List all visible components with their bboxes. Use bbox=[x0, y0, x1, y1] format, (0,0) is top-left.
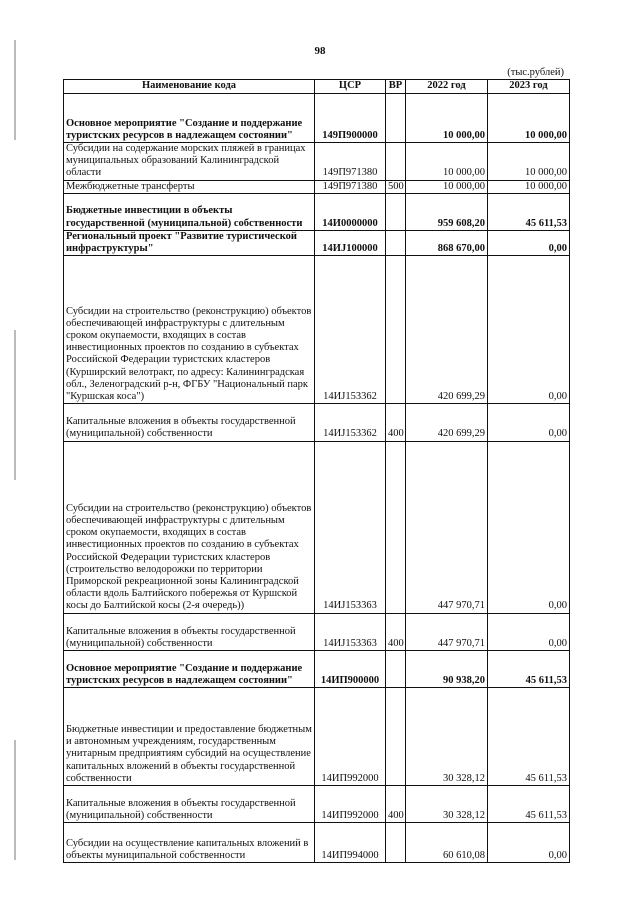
row-2023-cell: 10 000,00 bbox=[488, 143, 570, 181]
row-vr-cell bbox=[386, 651, 406, 688]
row-2023-cell: 0,00 bbox=[488, 256, 570, 404]
row-name-cell: Субсидии на строительство (реконструкцию) объектов обеспечивающей инфраструктуры с длительным сроком окупаемости, входящих в состав инвестиционных проектов по созданию в субъектах Российской Федерации туристских кластеров (строительство велодорожки по территории Приморской рекреационной зоны Калининградской области вдоль Балтийского побережья от Куршской косы до Балтийской косы (2-я очередь)) bbox=[64, 441, 315, 613]
table-row bbox=[64, 688, 570, 786]
row-vr-cell: 500 bbox=[386, 180, 406, 193]
table-row bbox=[64, 823, 570, 863]
table-row bbox=[64, 613, 570, 650]
row-csr-cell: 149П971380 bbox=[315, 180, 386, 193]
row-2022-cell: 868 670,00 bbox=[406, 230, 488, 255]
row-2022-cell: 90 938,20 bbox=[406, 651, 488, 688]
row-2022-cell: 30 328,12 bbox=[406, 786, 488, 823]
row-name-cell: Капитальные вложения в объекты государственной (муниципальной) собственности bbox=[64, 613, 315, 650]
row-2023-cell: 0,00 bbox=[488, 823, 570, 863]
row-name-cell: Основное мероприятие "Создание и поддержание туристских ресурсов в надлежащем состоянии" bbox=[64, 651, 315, 688]
row-2022-cell: 447 970,71 bbox=[406, 613, 488, 650]
left-edge-mark bbox=[14, 330, 16, 480]
table-row bbox=[64, 143, 570, 181]
row-name-cell: Межбюджетные трансферты bbox=[64, 180, 315, 193]
row-name-cell: Субсидии на строительство (реконструкцию) объектов обеспечивающей инфраструктуры с длительным сроком окупаемости, входящих в состав инвестиционных проектов по созданию в субъектах Российской Федерации туристских кластеров (Курширский велотракт, по адресу: Калининградская обл., Зеленоградский р-н, ФГБУ "Национальный парк "Куршская коса") bbox=[64, 256, 315, 404]
row-csr-cell: 14ИJ153362 bbox=[315, 256, 386, 404]
table-row bbox=[64, 651, 570, 688]
row-vr-cell bbox=[386, 230, 406, 255]
row-2023-cell: 10 000,00 bbox=[488, 180, 570, 193]
row-2022-cell: 10 000,00 bbox=[406, 94, 488, 143]
row-csr-cell: 14ИJ153362 bbox=[315, 404, 386, 441]
row-vr-cell bbox=[386, 256, 406, 404]
table-row bbox=[64, 441, 570, 613]
table-row bbox=[64, 404, 570, 441]
header-name: Наименование кода bbox=[64, 80, 315, 94]
row-csr-cell: 14ИП900000 bbox=[315, 651, 386, 688]
row-2023-cell: 10 000,00 bbox=[488, 94, 570, 143]
row-vr-cell bbox=[386, 441, 406, 613]
row-vr-cell bbox=[386, 193, 406, 230]
row-2023-cell: 0,00 bbox=[488, 441, 570, 613]
table-body bbox=[64, 94, 570, 863]
row-2023-cell: 45 611,53 bbox=[488, 786, 570, 823]
row-vr-cell bbox=[386, 143, 406, 181]
row-vr-cell bbox=[386, 94, 406, 143]
row-name-cell: Основное мероприятие "Создание и поддержание туристских ресурсов в надлежащем состоянии" bbox=[64, 94, 315, 143]
row-2023-cell: 0,00 bbox=[488, 613, 570, 650]
left-edge-mark bbox=[14, 740, 16, 860]
budget-table bbox=[63, 79, 570, 863]
row-name-cell: Региональный проект "Развитие туристической инфраструктуры" bbox=[64, 230, 315, 255]
table-row bbox=[64, 786, 570, 823]
row-csr-cell: 14ИJ100000 bbox=[315, 230, 386, 255]
table-row bbox=[64, 94, 570, 143]
row-2023-cell: 45 611,53 bbox=[488, 193, 570, 230]
row-vr-cell: 400 bbox=[386, 786, 406, 823]
row-vr-cell: 400 bbox=[386, 613, 406, 650]
row-csr-cell: 149П900000 bbox=[315, 94, 386, 143]
table-row bbox=[64, 193, 570, 230]
table-row bbox=[64, 180, 570, 193]
row-name-cell: Капитальные вложения в объекты государственной (муниципальной) собственности bbox=[64, 404, 315, 441]
row-2022-cell: 420 699,29 bbox=[406, 256, 488, 404]
row-csr-cell: 14ИП992000 bbox=[315, 688, 386, 786]
row-csr-cell: 14И0000000 bbox=[315, 193, 386, 230]
table-header-row bbox=[64, 80, 570, 94]
row-vr-cell bbox=[386, 688, 406, 786]
units-label: (тыс.рублей) bbox=[507, 67, 564, 78]
table-row bbox=[64, 230, 570, 255]
row-2022-cell: 959 608,20 bbox=[406, 193, 488, 230]
row-csr-cell: 14ИJ153363 bbox=[315, 441, 386, 613]
row-name-cell: Бюджетные инвестиции в объекты государственной (муниципальной) собственности bbox=[64, 193, 315, 230]
row-csr-cell: 14ИП994000 bbox=[315, 823, 386, 863]
row-2023-cell: 0,00 bbox=[488, 230, 570, 255]
row-2022-cell: 10 000,00 bbox=[406, 180, 488, 193]
row-name-cell: Бюджетные инвестиции и предоставление бюджетным и автономным учреждениям, государственным унитарным предприятиям субсидий на осуществление капитальных вложений в объекты государственной собственности bbox=[64, 688, 315, 786]
row-2023-cell: 0,00 bbox=[488, 404, 570, 441]
row-vr-cell bbox=[386, 823, 406, 863]
row-name-cell: Капитальные вложения в объекты государственной (муниципальной) собственности bbox=[64, 786, 315, 823]
row-2023-cell: 45 611,53 bbox=[488, 651, 570, 688]
row-name-cell: Субсидии на содержание морских пляжей в границах муниципальных образований Калининградской области bbox=[64, 143, 315, 181]
row-2022-cell: 10 000,00 bbox=[406, 143, 488, 181]
header-csr: ЦСР bbox=[315, 80, 386, 94]
header-vr: ВР bbox=[386, 80, 406, 94]
row-csr-cell: 14ИJ153363 bbox=[315, 613, 386, 650]
header-2023: 2023 год bbox=[488, 80, 570, 94]
row-name-cell: Субсидии на осуществление капитальных вложений в объекты муниципальной собственности bbox=[64, 823, 315, 863]
page-number: 98 bbox=[314, 45, 326, 57]
header-2022: 2022 год bbox=[406, 80, 488, 94]
table-row bbox=[64, 256, 570, 404]
row-2022-cell: 30 328,12 bbox=[406, 688, 488, 786]
row-csr-cell: 14ИП992000 bbox=[315, 786, 386, 823]
row-csr-cell: 149П971380 bbox=[315, 143, 386, 181]
row-2022-cell: 447 970,71 bbox=[406, 441, 488, 613]
row-2023-cell: 45 611,53 bbox=[488, 688, 570, 786]
row-vr-cell: 400 bbox=[386, 404, 406, 441]
row-2022-cell: 420 699,29 bbox=[406, 404, 488, 441]
row-2022-cell: 60 610,08 bbox=[406, 823, 488, 863]
